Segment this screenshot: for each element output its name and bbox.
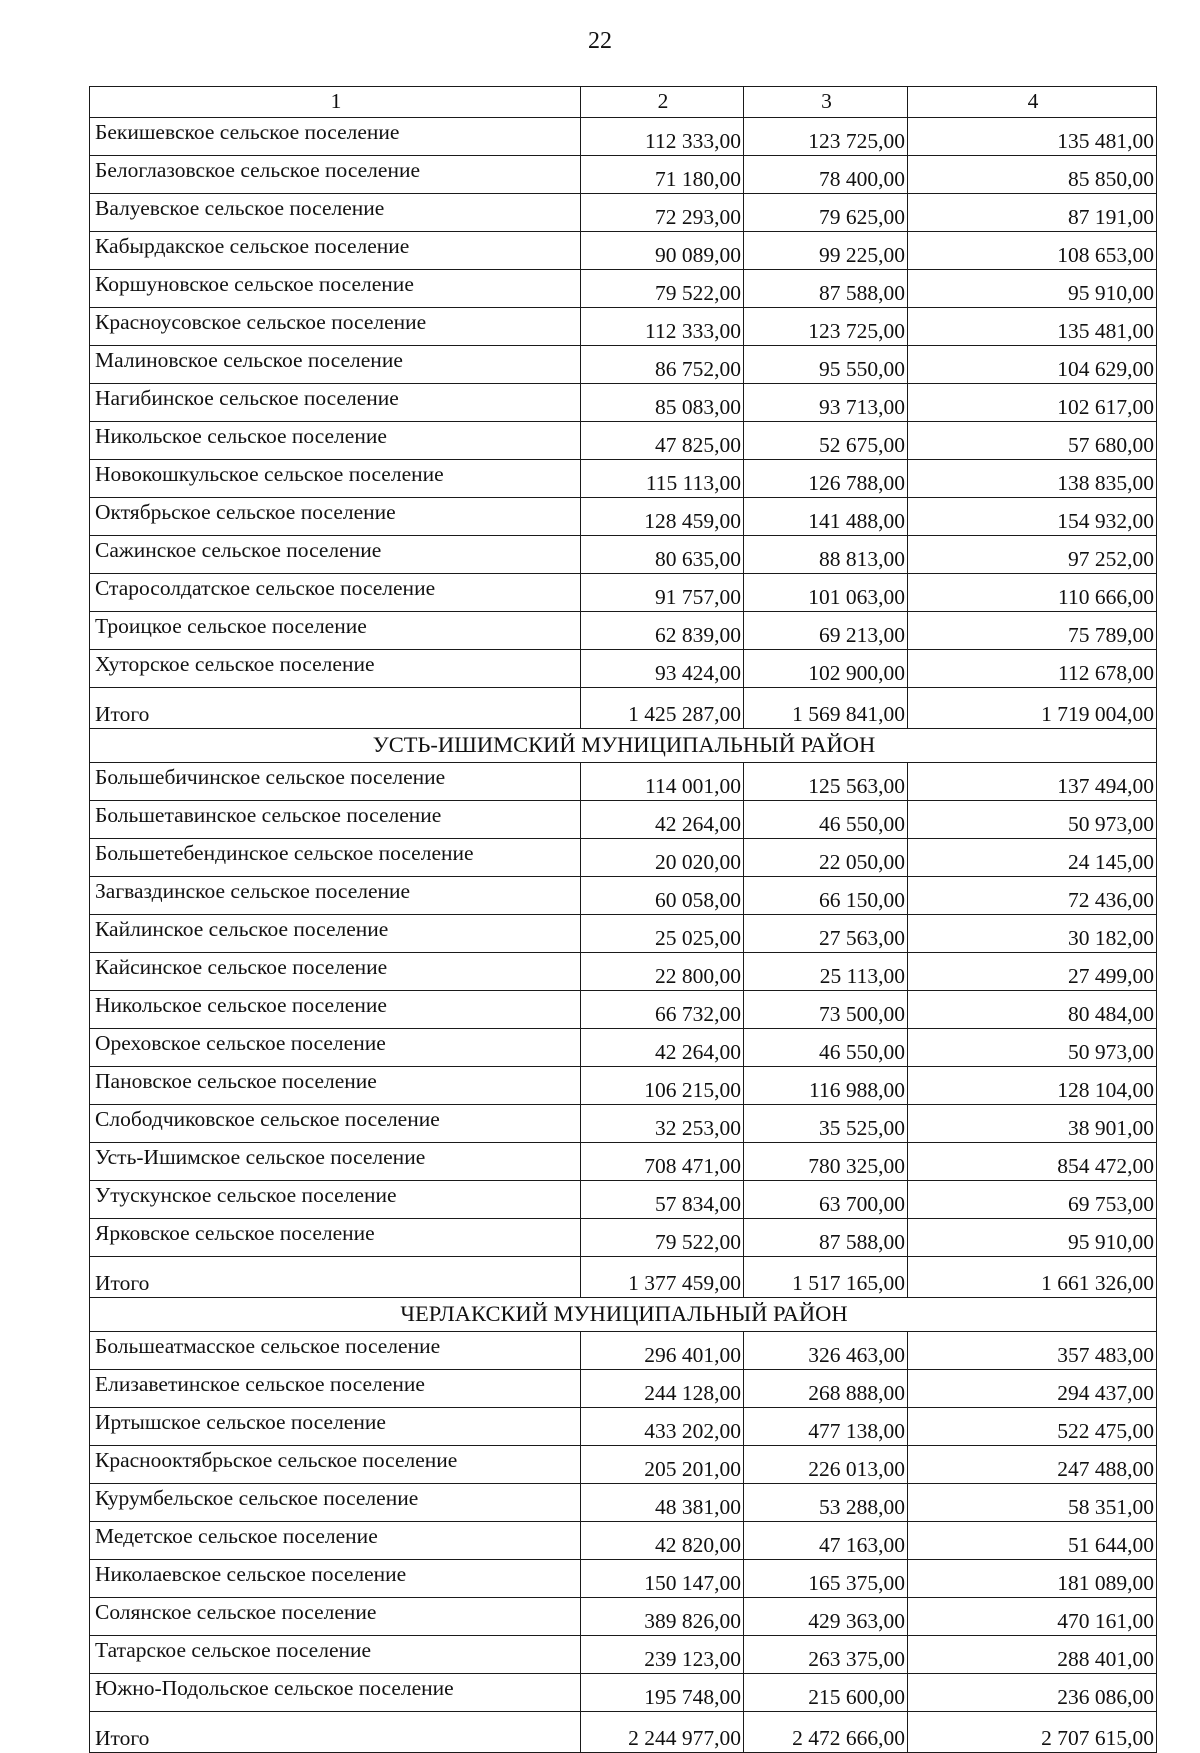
value-col-3: 429 363,00 (744, 1598, 908, 1636)
value-col-2: 112 333,00 (581, 308, 744, 346)
value-col-4: 294 437,00 (908, 1370, 1157, 1408)
settlement-name: Новокошкульское сельское поселение (90, 460, 581, 498)
value-col-3: 123 725,00 (744, 308, 908, 346)
value-col-2: 66 732,00 (581, 991, 744, 1029)
value-col-2: 91 757,00 (581, 574, 744, 612)
table-row (90, 1522, 1157, 1560)
settlement-name: Пановское сельское поселение (90, 1067, 581, 1105)
table-row (90, 877, 1157, 915)
table-row (90, 574, 1157, 612)
table-row (90, 1105, 1157, 1143)
value-col-2: 150 147,00 (581, 1560, 744, 1598)
settlement-name: Троицкое сельское поселение (90, 612, 581, 650)
table-row (90, 1674, 1157, 1712)
value-col-4: 154 932,00 (908, 498, 1157, 536)
value-col-2: 25 025,00 (581, 915, 744, 953)
settlement-name: Кайсинское сельское поселение (90, 953, 581, 991)
settlement-name: Валуевское сельское поселение (90, 194, 581, 232)
value-col-4: 102 617,00 (908, 384, 1157, 422)
value-col-4: 138 835,00 (908, 460, 1157, 498)
value-col-4: 135 481,00 (908, 118, 1157, 156)
value-col-3: 226 013,00 (744, 1446, 908, 1484)
table-body (90, 87, 1157, 1753)
table-row (90, 270, 1157, 308)
settlement-name: Сажинское сельское поселение (90, 536, 581, 574)
table-row (90, 1408, 1157, 1446)
table-row (90, 194, 1157, 232)
settlement-name: Бекишевское сельское поселение (90, 118, 581, 156)
value-col-4: 181 089,00 (908, 1560, 1157, 1598)
table-row (90, 422, 1157, 460)
value-col-3: 141 488,00 (744, 498, 908, 536)
value-col-4: 128 104,00 (908, 1067, 1157, 1105)
total-row (90, 688, 1157, 729)
settlement-name: Хуторское сельское поселение (90, 650, 581, 688)
total-value-col-4: 2 707 615,00 (908, 1712, 1157, 1753)
table-row (90, 536, 1157, 574)
settlement-name: Большетавинское сельское поселение (90, 801, 581, 839)
total-label: Итого (90, 1712, 581, 1753)
table-row (90, 1143, 1157, 1181)
settlement-name: Краснооктябрьское сельское поселение (90, 1446, 581, 1484)
value-col-4: 135 481,00 (908, 308, 1157, 346)
settlement-name: Белоглазовское сельское поселение (90, 156, 581, 194)
settlement-name: Утускунское сельское поселение (90, 1181, 581, 1219)
settlement-name: Усть-Ишимское сельское поселение (90, 1143, 581, 1181)
value-col-2: 60 058,00 (581, 877, 744, 915)
value-col-4: 110 666,00 (908, 574, 1157, 612)
value-col-2: 239 123,00 (581, 1636, 744, 1674)
value-col-2: 42 264,00 (581, 1029, 744, 1067)
total-value-col-2: 1 377 459,00 (581, 1257, 744, 1298)
settlement-name: Медетское сельское поселение (90, 1522, 581, 1560)
value-col-3: 268 888,00 (744, 1370, 908, 1408)
budget-table (89, 86, 1157, 1753)
table-row (90, 308, 1157, 346)
table-row (90, 915, 1157, 953)
value-col-2: 112 333,00 (581, 118, 744, 156)
value-col-2: 93 424,00 (581, 650, 744, 688)
value-col-2: 115 113,00 (581, 460, 744, 498)
settlement-name: Южно-Подольское сельское поселение (90, 1674, 581, 1712)
value-col-2: 72 293,00 (581, 194, 744, 232)
column-header-2: 2 (581, 87, 744, 118)
value-col-4: 30 182,00 (908, 915, 1157, 953)
total-value-col-3: 1 517 165,00 (744, 1257, 908, 1298)
value-col-2: 42 264,00 (581, 801, 744, 839)
district-heading-row (90, 1298, 1157, 1332)
value-col-2: 128 459,00 (581, 498, 744, 536)
table-row (90, 1067, 1157, 1105)
value-col-4: 95 910,00 (908, 1219, 1157, 1257)
table-row (90, 1029, 1157, 1067)
settlement-name: Курумбельское сельское поселение (90, 1484, 581, 1522)
value-col-4: 288 401,00 (908, 1636, 1157, 1674)
total-value-col-4: 1 661 326,00 (908, 1257, 1157, 1298)
district-heading: ЧЕРЛАКСКИЙ МУНИЦИПАЛЬНЫЙ РАЙОН (90, 1298, 1157, 1332)
value-col-2: 389 826,00 (581, 1598, 744, 1636)
value-col-4: 97 252,00 (908, 536, 1157, 574)
value-col-3: 46 550,00 (744, 1029, 908, 1067)
settlement-name: Татарское сельское поселение (90, 1636, 581, 1674)
settlement-name: Елизаветинское сельское поселение (90, 1370, 581, 1408)
value-col-4: 57 680,00 (908, 422, 1157, 460)
value-col-3: 52 675,00 (744, 422, 908, 460)
value-col-4: 85 850,00 (908, 156, 1157, 194)
value-col-3: 47 163,00 (744, 1522, 908, 1560)
table-row (90, 156, 1157, 194)
value-col-4: 38 901,00 (908, 1105, 1157, 1143)
column-header-4: 4 (908, 87, 1157, 118)
column-header-3: 3 (744, 87, 908, 118)
value-col-4: 50 973,00 (908, 1029, 1157, 1067)
value-col-3: 101 063,00 (744, 574, 908, 612)
value-col-3: 165 375,00 (744, 1560, 908, 1598)
table-row (90, 1598, 1157, 1636)
total-label: Итого (90, 1257, 581, 1298)
table-row (90, 953, 1157, 991)
value-col-4: 137 494,00 (908, 763, 1157, 801)
district-heading-row (90, 729, 1157, 763)
table-row (90, 1484, 1157, 1522)
settlement-name: Слободчиковское сельское поселение (90, 1105, 581, 1143)
value-col-2: 244 128,00 (581, 1370, 744, 1408)
value-col-3: 87 588,00 (744, 1219, 908, 1257)
settlement-name: Никольское сельское поселение (90, 422, 581, 460)
value-col-3: 93 713,00 (744, 384, 908, 422)
table-row (90, 1181, 1157, 1219)
value-col-2: 90 089,00 (581, 232, 744, 270)
value-col-3: 88 813,00 (744, 536, 908, 574)
value-col-4: 112 678,00 (908, 650, 1157, 688)
value-col-2: 57 834,00 (581, 1181, 744, 1219)
value-col-4: 27 499,00 (908, 953, 1157, 991)
settlement-name: Большетебендинское сельское поселение (90, 839, 581, 877)
value-col-2: 114 001,00 (581, 763, 744, 801)
value-col-4: 108 653,00 (908, 232, 1157, 270)
settlement-name: Кайлинское сельское поселение (90, 915, 581, 953)
value-col-2: 22 800,00 (581, 953, 744, 991)
value-col-4: 87 191,00 (908, 194, 1157, 232)
value-col-2: 71 180,00 (581, 156, 744, 194)
value-col-3: 87 588,00 (744, 270, 908, 308)
column-header-row (90, 87, 1157, 118)
value-col-4: 522 475,00 (908, 1408, 1157, 1446)
value-col-4: 247 488,00 (908, 1446, 1157, 1484)
value-col-3: 126 788,00 (744, 460, 908, 498)
value-col-3: 46 550,00 (744, 801, 908, 839)
value-col-2: 85 083,00 (581, 384, 744, 422)
value-col-3: 99 225,00 (744, 232, 908, 270)
total-value-col-2: 2 244 977,00 (581, 1712, 744, 1753)
value-col-3: 780 325,00 (744, 1143, 908, 1181)
value-col-2: 79 522,00 (581, 270, 744, 308)
value-col-2: 80 635,00 (581, 536, 744, 574)
value-col-4: 104 629,00 (908, 346, 1157, 384)
value-col-4: 854 472,00 (908, 1143, 1157, 1181)
value-col-3: 22 050,00 (744, 839, 908, 877)
value-col-3: 69 213,00 (744, 612, 908, 650)
settlement-name: Красноусовское сельское поселение (90, 308, 581, 346)
value-col-2: 79 522,00 (581, 1219, 744, 1257)
settlement-name: Малиновское сельское поселение (90, 346, 581, 384)
value-col-3: 73 500,00 (744, 991, 908, 1029)
value-col-3: 95 550,00 (744, 346, 908, 384)
settlement-name: Коршуновское сельское поселение (90, 270, 581, 308)
value-col-4: 80 484,00 (908, 991, 1157, 1029)
settlement-name: Никольское сельское поселение (90, 991, 581, 1029)
table-row (90, 763, 1157, 801)
value-col-2: 205 201,00 (581, 1446, 744, 1484)
value-col-2: 433 202,00 (581, 1408, 744, 1446)
table-row (90, 1560, 1157, 1598)
settlement-name: Старосолдатское сельское поселение (90, 574, 581, 612)
column-header-1: 1 (90, 87, 581, 118)
value-col-3: 477 138,00 (744, 1408, 908, 1446)
settlement-name: Октябрьское сельское поселение (90, 498, 581, 536)
settlement-name: Солянское сельское поселение (90, 1598, 581, 1636)
value-col-4: 24 145,00 (908, 839, 1157, 877)
table-row (90, 232, 1157, 270)
settlement-name: Николаевское сельское поселение (90, 1560, 581, 1598)
value-col-3: 63 700,00 (744, 1181, 908, 1219)
value-col-3: 79 625,00 (744, 194, 908, 232)
value-col-4: 51 644,00 (908, 1522, 1157, 1560)
value-col-2: 32 253,00 (581, 1105, 744, 1143)
table-row (90, 991, 1157, 1029)
table-row (90, 612, 1157, 650)
total-row (90, 1257, 1157, 1298)
value-col-2: 48 381,00 (581, 1484, 744, 1522)
value-col-3: 25 113,00 (744, 953, 908, 991)
settlement-name: Большебичинское сельское поселение (90, 763, 581, 801)
table-row (90, 346, 1157, 384)
value-col-3: 116 988,00 (744, 1067, 908, 1105)
value-col-4: 236 086,00 (908, 1674, 1157, 1712)
table-row (90, 1446, 1157, 1484)
value-col-2: 86 752,00 (581, 346, 744, 384)
table-row (90, 384, 1157, 422)
settlement-name: Ореховское сельское поселение (90, 1029, 581, 1067)
value-col-2: 47 825,00 (581, 422, 744, 460)
value-col-3: 102 900,00 (744, 650, 908, 688)
value-col-4: 72 436,00 (908, 877, 1157, 915)
value-col-2: 195 748,00 (581, 1674, 744, 1712)
table-row (90, 1370, 1157, 1408)
table-row (90, 839, 1157, 877)
value-col-3: 326 463,00 (744, 1332, 908, 1370)
value-col-3: 215 600,00 (744, 1674, 908, 1712)
value-col-4: 50 973,00 (908, 801, 1157, 839)
settlement-name: Большеатмасское сельское поселение (90, 1332, 581, 1370)
value-col-4: 357 483,00 (908, 1332, 1157, 1370)
total-value-col-3: 2 472 666,00 (744, 1712, 908, 1753)
table-row (90, 460, 1157, 498)
value-col-4: 75 789,00 (908, 612, 1157, 650)
value-col-2: 106 215,00 (581, 1067, 744, 1105)
value-col-4: 69 753,00 (908, 1181, 1157, 1219)
page-number: 22 (588, 28, 612, 54)
value-col-3: 263 375,00 (744, 1636, 908, 1674)
value-col-2: 62 839,00 (581, 612, 744, 650)
value-col-3: 66 150,00 (744, 877, 908, 915)
value-col-2: 296 401,00 (581, 1332, 744, 1370)
table-row (90, 1219, 1157, 1257)
value-col-2: 20 020,00 (581, 839, 744, 877)
settlement-name: Кабырдакское сельское поселение (90, 232, 581, 270)
table-row (90, 1332, 1157, 1370)
district-heading: УСТЬ-ИШИМСКИЙ МУНИЦИПАЛЬНЫЙ РАЙОН (90, 729, 1157, 763)
value-col-3: 125 563,00 (744, 763, 908, 801)
settlement-name: Нагибинское сельское поселение (90, 384, 581, 422)
total-value-col-2: 1 425 287,00 (581, 688, 744, 729)
total-row (90, 1712, 1157, 1753)
table-row (90, 650, 1157, 688)
value-col-3: 53 288,00 (744, 1484, 908, 1522)
value-col-4: 58 351,00 (908, 1484, 1157, 1522)
total-value-col-4: 1 719 004,00 (908, 688, 1157, 729)
table-row (90, 498, 1157, 536)
settlement-name: Ярковское сельское поселение (90, 1219, 581, 1257)
settlement-name: Загваздинское сельское поселение (90, 877, 581, 915)
value-col-3: 35 525,00 (744, 1105, 908, 1143)
value-col-4: 95 910,00 (908, 270, 1157, 308)
value-col-2: 42 820,00 (581, 1522, 744, 1560)
value-col-3: 27 563,00 (744, 915, 908, 953)
total-label: Итого (90, 688, 581, 729)
table-row (90, 1636, 1157, 1674)
value-col-4: 470 161,00 (908, 1598, 1157, 1636)
table-row (90, 801, 1157, 839)
value-col-2: 708 471,00 (581, 1143, 744, 1181)
value-col-3: 123 725,00 (744, 118, 908, 156)
table-row (90, 118, 1157, 156)
total-value-col-3: 1 569 841,00 (744, 688, 908, 729)
settlement-name: Иртышское сельское поселение (90, 1408, 581, 1446)
value-col-3: 78 400,00 (744, 156, 908, 194)
